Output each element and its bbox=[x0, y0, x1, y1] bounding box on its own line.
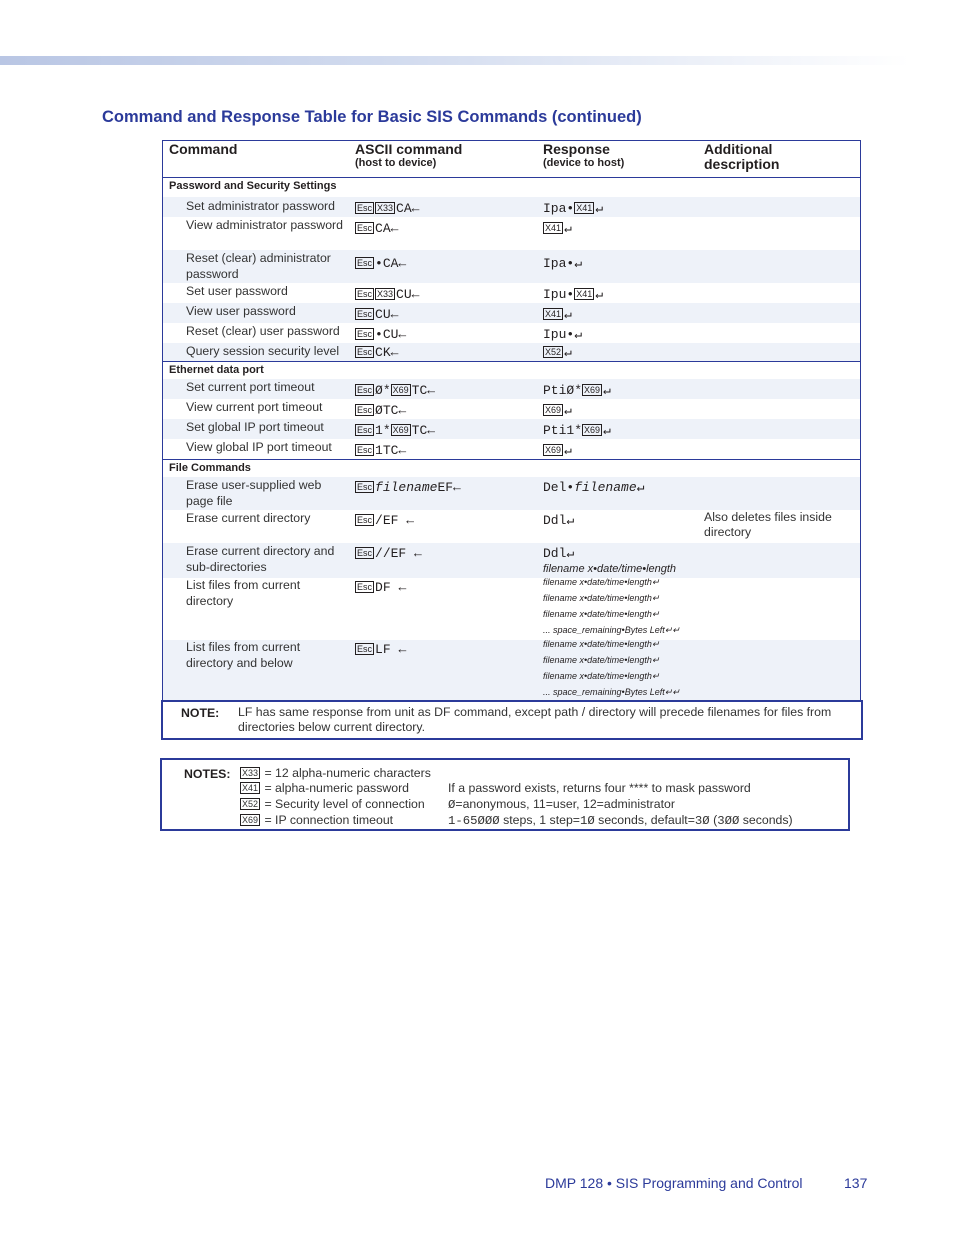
variable-key: X33 bbox=[377, 203, 394, 213]
esc-key: Esc bbox=[357, 405, 373, 415]
esc-key: Esc bbox=[357, 289, 373, 299]
row-description: Erase current directory bbox=[186, 511, 311, 525]
command-text: •CA bbox=[375, 256, 399, 271]
row-description: View user password bbox=[186, 304, 296, 318]
row-description: Set administrator password bbox=[186, 199, 335, 213]
section-title: Ethernet data port bbox=[169, 364, 264, 376]
return-icon: ↵ bbox=[564, 307, 572, 322]
return-icon: ↵ bbox=[564, 221, 572, 236]
response bbox=[543, 513, 574, 528]
enter-arrow-icon: ← bbox=[411, 201, 420, 216]
esc-key: Esc bbox=[357, 258, 373, 268]
command-text: /EF bbox=[375, 513, 399, 528]
response-text: PtiØ* bbox=[543, 383, 583, 398]
esc-key: Esc bbox=[357, 329, 373, 339]
header-ascii-sub: (host to device) bbox=[355, 157, 437, 169]
table-row bbox=[163, 250, 860, 283]
response-text: Ipa• bbox=[543, 256, 575, 271]
additional-description: Also deletes files inside directory bbox=[704, 510, 832, 539]
command-text: •CU bbox=[375, 327, 399, 342]
variable-key: X41 bbox=[576, 289, 593, 299]
table-row bbox=[163, 439, 860, 459]
command-text: 1* bbox=[375, 423, 391, 438]
response-text: Ipu• bbox=[543, 327, 575, 342]
enter-arrow-icon: ← bbox=[390, 307, 399, 322]
response bbox=[543, 480, 644, 495]
return-icon: ↵ bbox=[566, 513, 575, 528]
row-description: View global IP port timeout bbox=[186, 440, 332, 454]
variable-key: X41 bbox=[545, 309, 562, 319]
notes-value: 3Ø bbox=[694, 814, 710, 828]
enter-arrow-icon: ← bbox=[398, 642, 407, 657]
esc-key: Esc bbox=[357, 644, 373, 654]
return-icon: ↵ bbox=[603, 423, 611, 438]
variable-key: X52 bbox=[545, 347, 562, 357]
return-icon: ↵ bbox=[566, 546, 575, 561]
notes-value: 3ØØ bbox=[717, 814, 740, 828]
response-text: Ipa• bbox=[543, 201, 575, 216]
response bbox=[543, 636, 680, 700]
ascii-command bbox=[355, 580, 406, 595]
response-line: filename x•date/time•length bbox=[543, 563, 677, 575]
command-text: //EF bbox=[375, 546, 407, 561]
notes-value-text: seconds) bbox=[739, 813, 793, 827]
response bbox=[543, 221, 572, 236]
row-description: Set global IP port timeout bbox=[186, 420, 324, 434]
response bbox=[543, 201, 603, 216]
notes-item-text: = alpha-numeric password bbox=[264, 781, 409, 795]
notes-item-detail bbox=[448, 797, 675, 813]
enter-arrow-icon: ← bbox=[398, 580, 407, 595]
ascii-command bbox=[355, 287, 419, 302]
note-label: NOTE: bbox=[181, 706, 220, 720]
header-response-sub: (device to host) bbox=[543, 157, 625, 169]
row-description: List files from current directory bbox=[186, 578, 301, 608]
response bbox=[543, 403, 572, 418]
response bbox=[543, 327, 582, 342]
header-response-label: Response bbox=[543, 141, 610, 157]
esc-key: Esc bbox=[357, 515, 373, 525]
return-icon: ↵ bbox=[595, 201, 604, 216]
command-text: 1TC bbox=[375, 443, 399, 458]
ascii-command bbox=[355, 345, 398, 360]
ascii-command bbox=[355, 256, 406, 271]
table-row bbox=[163, 217, 860, 250]
response bbox=[543, 307, 572, 322]
notes-box bbox=[160, 758, 850, 831]
esc-key: Esc bbox=[357, 548, 373, 558]
variable-key: X41 bbox=[242, 783, 259, 793]
notes-value-text: seconds, default= bbox=[594, 813, 695, 827]
table-row bbox=[163, 419, 860, 439]
variable-key: X69 bbox=[584, 385, 601, 395]
ascii-command bbox=[355, 423, 435, 438]
notes-value-text: steps, 1 step= bbox=[499, 813, 580, 827]
variable-key: X69 bbox=[242, 815, 259, 825]
ascii-command bbox=[355, 201, 419, 216]
notes-value: 1-65ØØØ bbox=[448, 814, 500, 828]
variable-key: X69 bbox=[545, 405, 562, 415]
variable-key: X69 bbox=[545, 445, 562, 455]
page-title: Command and Response Table for Basic SIS Commands (continued) bbox=[102, 108, 642, 126]
table-note bbox=[161, 700, 863, 740]
return-icon: ↵ bbox=[636, 480, 645, 495]
esc-key: Esc bbox=[357, 347, 373, 357]
response-line: ... space_remaining•Bytes Left↵↵ bbox=[543, 687, 680, 697]
response bbox=[543, 345, 572, 360]
row-description: Reset (clear) user password bbox=[186, 324, 340, 338]
section-title: Password and Security Settings bbox=[169, 180, 337, 192]
variable-key: X41 bbox=[576, 203, 593, 213]
header-additional: Additional description bbox=[704, 141, 780, 172]
variable-key: X69 bbox=[584, 425, 601, 435]
table-row bbox=[163, 197, 860, 217]
notes-item bbox=[240, 813, 393, 828]
ascii-command bbox=[355, 443, 406, 458]
table-row bbox=[163, 399, 860, 419]
table-header bbox=[163, 141, 860, 178]
command-text: LF bbox=[375, 642, 391, 657]
command-text: Ø* bbox=[375, 383, 391, 398]
row-description: View current port timeout bbox=[186, 400, 323, 414]
response bbox=[543, 256, 582, 271]
header-response bbox=[543, 142, 624, 170]
return-icon: ↵ bbox=[595, 287, 604, 302]
header-ascii bbox=[355, 142, 462, 170]
response bbox=[543, 287, 603, 302]
response-text: Ddl bbox=[543, 513, 567, 528]
response-line: filename x•date/time•length↵ bbox=[543, 593, 660, 603]
variable-key: X69 bbox=[392, 385, 409, 395]
row-description: Query session security level bbox=[186, 344, 340, 358]
esc-key: Esc bbox=[357, 582, 373, 592]
response bbox=[543, 383, 611, 398]
enter-arrow-icon: ← bbox=[398, 443, 407, 458]
variable-key: X33 bbox=[377, 289, 394, 299]
table-row bbox=[163, 343, 860, 361]
esc-key: Esc bbox=[357, 223, 373, 233]
enter-arrow-icon: ← bbox=[398, 256, 407, 271]
ascii-command bbox=[355, 327, 406, 342]
response-line: filename x•date/time•length↵ bbox=[543, 655, 660, 665]
footer-text: DMP 128 • SIS Programming and Control bbox=[545, 1175, 803, 1191]
command-text: TC bbox=[411, 383, 428, 398]
variable-key: X41 bbox=[545, 223, 562, 233]
enter-arrow-icon: ← bbox=[411, 287, 420, 302]
return-icon: ↵ bbox=[564, 403, 572, 418]
response-text: Pti1* bbox=[543, 423, 583, 438]
esc-key: Esc bbox=[357, 445, 373, 455]
command-text: CA bbox=[375, 221, 391, 236]
ascii-command bbox=[355, 403, 406, 418]
row-description: Set user password bbox=[186, 284, 288, 298]
esc-key: Esc bbox=[357, 203, 373, 213]
table-row bbox=[163, 283, 860, 303]
response-text: Ddl bbox=[543, 546, 567, 561]
enter-arrow-icon: ← bbox=[398, 327, 407, 342]
return-icon: ↵ bbox=[603, 383, 611, 398]
section-ethernet bbox=[163, 361, 860, 380]
notes-item-text: = IP connection timeout bbox=[264, 813, 394, 827]
table-row bbox=[163, 510, 860, 543]
esc-key: Esc bbox=[357, 309, 373, 319]
row-description: Erase user-supplied web page file bbox=[186, 478, 322, 508]
variable-key: X52 bbox=[242, 799, 259, 809]
return-icon: ↵ bbox=[574, 256, 583, 271]
enter-arrow-icon: ← bbox=[398, 403, 407, 418]
command-text: CU bbox=[375, 307, 391, 322]
header-command: Command bbox=[169, 141, 238, 157]
row-description: Erase current directory and sub-directories bbox=[186, 544, 335, 574]
return-icon: ↵ bbox=[564, 345, 572, 360]
table-row bbox=[163, 379, 860, 399]
ascii-command bbox=[355, 383, 435, 398]
ascii-command bbox=[355, 480, 461, 495]
ascii-command bbox=[355, 642, 406, 657]
esc-key: Esc bbox=[357, 385, 373, 395]
response bbox=[543, 443, 572, 458]
command-text: CK bbox=[375, 345, 391, 360]
response-text: Del• bbox=[543, 480, 575, 495]
ascii-command bbox=[355, 221, 398, 236]
section-title: File Commands bbox=[169, 462, 251, 474]
row-description: List files from current directory and below bbox=[186, 640, 301, 670]
return-icon: ↵ bbox=[564, 443, 572, 458]
response-line: ... space_remaining•Bytes Left↵↵ bbox=[543, 625, 680, 635]
enter-arrow-icon: ← bbox=[427, 383, 436, 398]
enter-arrow-icon: ← bbox=[390, 221, 399, 236]
enter-arrow-icon: ← bbox=[414, 546, 422, 561]
row-description: Set current port timeout bbox=[186, 380, 315, 394]
response bbox=[543, 423, 611, 438]
enter-arrow-icon: ← bbox=[406, 513, 415, 528]
notes-value-text: ( bbox=[709, 813, 718, 827]
esc-key: Esc bbox=[357, 482, 373, 492]
table-row bbox=[163, 578, 860, 640]
header-bar bbox=[0, 56, 910, 65]
notes-item-text: = Security level of connection bbox=[264, 797, 425, 811]
table-row bbox=[163, 640, 860, 700]
ascii-command bbox=[355, 307, 398, 322]
variable-key: X33 bbox=[242, 768, 259, 778]
row-description: View administrator password bbox=[186, 218, 343, 232]
notes-value: 1Ø bbox=[579, 814, 595, 828]
variable-key: X69 bbox=[392, 425, 409, 435]
command-text: TC bbox=[411, 423, 428, 438]
return-icon: ↵ bbox=[574, 327, 583, 342]
notes-item bbox=[240, 797, 425, 812]
esc-key: Esc bbox=[357, 425, 373, 435]
section-file bbox=[163, 459, 860, 478]
header-ascii-label: ASCII command bbox=[355, 141, 463, 157]
row-description: Reset (clear) administrator password bbox=[186, 251, 331, 281]
page-number: 137 bbox=[844, 1175, 868, 1191]
table-row bbox=[163, 477, 860, 510]
response bbox=[543, 574, 680, 638]
notes-item bbox=[240, 781, 409, 796]
response-text: Ipu• bbox=[543, 287, 575, 302]
command-text: EF bbox=[437, 480, 454, 495]
enter-arrow-icon: ← bbox=[390, 345, 399, 360]
command-text: CA bbox=[396, 201, 412, 216]
notes-label: NOTES: bbox=[184, 767, 231, 781]
notes-item-text: = 12 alpha-numeric characters bbox=[264, 766, 431, 780]
table-row bbox=[163, 323, 860, 343]
response-line: filename x•date/time•length↵ bbox=[543, 577, 660, 587]
table-row bbox=[163, 543, 860, 578]
ascii-command bbox=[355, 546, 422, 561]
section-password bbox=[163, 177, 860, 196]
notes-value-text: =anonymous, 11=user, 12=administrator bbox=[455, 797, 675, 811]
command-text: ØTC bbox=[375, 403, 399, 418]
command-table bbox=[162, 140, 861, 738]
notes-value: Ø bbox=[448, 798, 456, 812]
response-variable-text: filename bbox=[574, 480, 637, 495]
command-variable-text: filename bbox=[375, 480, 438, 495]
notes-item-detail: If a password exists, returns four **** to mask password bbox=[448, 781, 751, 795]
enter-arrow-icon: ← bbox=[427, 423, 436, 438]
response-line: filename x•date/time•length↵ bbox=[543, 639, 660, 649]
note-text: LF has same response from unit as DF command, except path / directory will precede filenames for files from directories below current directory. bbox=[238, 705, 832, 734]
command-text: DF bbox=[375, 580, 391, 595]
command-text: CU bbox=[396, 287, 412, 302]
notes-item bbox=[240, 766, 431, 781]
enter-arrow-icon: ← bbox=[453, 480, 461, 495]
response-line: filename x•date/time•length↵ bbox=[543, 609, 660, 619]
table-row bbox=[163, 303, 860, 323]
notes-item-detail bbox=[448, 813, 793, 829]
response bbox=[543, 546, 676, 577]
ascii-command bbox=[355, 513, 414, 528]
response-line: filename x•date/time•length↵ bbox=[543, 671, 660, 681]
